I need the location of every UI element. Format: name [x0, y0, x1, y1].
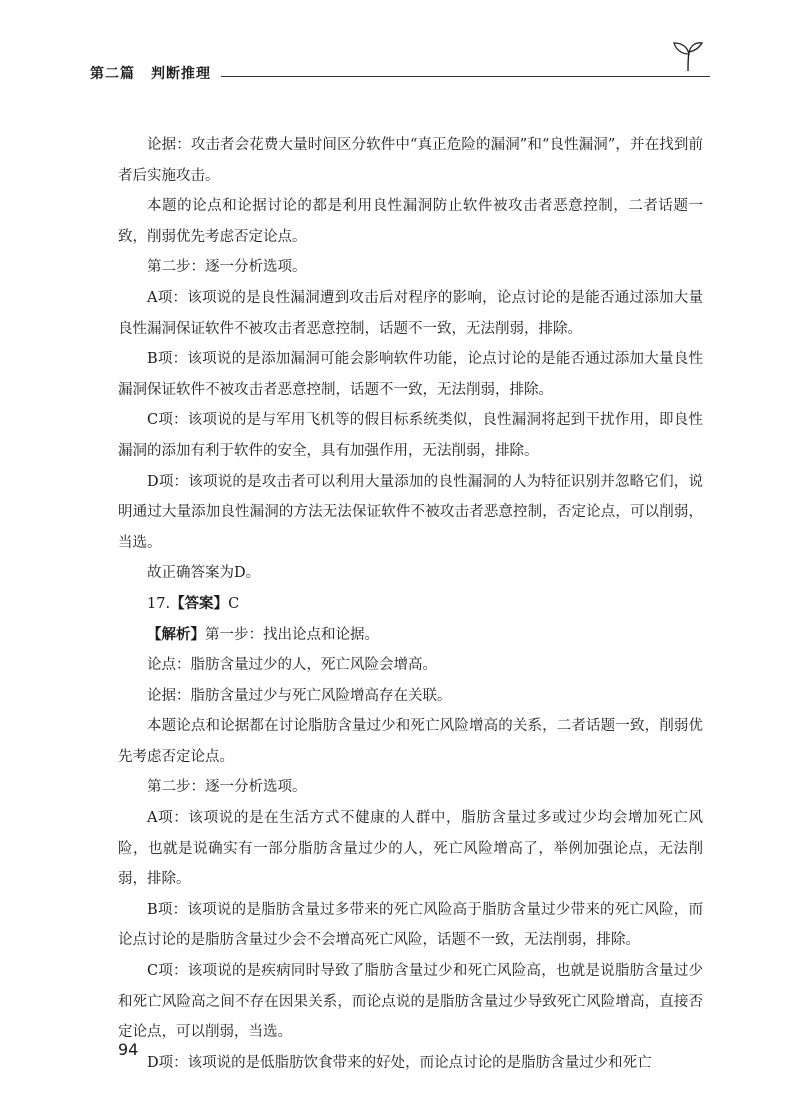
paragraph: 本题论点和论据都在讨论脂肪含量过少和死亡风险增高的关系，二者话题一致，削弱优先考虑否定论点。 — [118, 718, 703, 765]
paragraph: B项：该项说的是脂肪含量过多带来的死亡风险高于脂肪含量过少带来的死亡风险，而论点讨论的是脂肪含量过少会不会增高死亡风险，话题不一致，无法削弱，排除。 — [118, 901, 703, 949]
answer-value: C — [228, 595, 240, 612]
paragraph: 第二步：逐一分析选项。 — [147, 259, 307, 276]
sprout-icon — [668, 40, 708, 72]
paragraph: 本题的论点和论据讨论的都是利用良性漏洞防止软件被攻击者恶意控制，二者话题一致，削弱优先考虑否定论点。 — [118, 198, 703, 245]
answer-label: 【答案】 — [170, 594, 229, 612]
answer-line — [118, 589, 703, 620]
paragraph: 第二步：逐一分析选项。 — [147, 779, 307, 796]
paragraph: A项：该项说的是在生活方式不健康的人群中，脂肪含量过多或过少均会增加死亡风险，也就是说确实有一部分脂肪含量过少的人，死亡风险增高了，举例加强论点，无法削弱，排除。 — [118, 810, 703, 888]
page-number: 94 — [118, 1040, 139, 1059]
paragraph: 论点：脂肪含量过少的人，死亡风险会增高。 — [147, 657, 437, 674]
paragraph: 论据：脂肪含量过少与死亡风险增高存在关联。 — [147, 687, 452, 704]
analysis-label: 【解析】 — [147, 625, 205, 643]
page-body — [118, 130, 703, 1078]
paragraph: C项：该项说的是与军用飞机等的假目标系统类似，良性漏洞将起到干扰作用，即良性漏洞的添加有利于软件的安全，具有加强作用，无法削弱，排除。 — [118, 412, 703, 459]
header-rule — [221, 76, 710, 77]
paragraph: A项：该项说的是良性漏洞遭到攻击后对程序的影响，论点讨论的是能否通过添加大量良性漏洞保证软件不被攻击者恶意控制，话题不一致，无法削弱，排除。 — [118, 289, 703, 337]
analysis-text: 第一步：找出论点和论据。 — [205, 626, 379, 643]
paragraph: C项：该项说的是疾病同时导致了脂肪含量过少和死亡风险高，也就是说脂肪含量过少和死亡风险高之间不存在因果关系，而论点说的是脂肪含量过少导致死亡风险增高，直接否定论点，可以削弱，当选。 — [118, 963, 703, 1041]
header-section: 第二篇 — [90, 66, 135, 82]
paragraph: 故正确答案为D。 — [147, 565, 261, 582]
paragraph: D项：该项说的是低脂肪饮食带来的好处，而论点讨论的是脂肪含量过少和死亡 — [147, 1054, 652, 1071]
running-header — [90, 62, 710, 84]
paragraph: B项：该项说的是添加漏洞可能会影响软件功能，论点讨论的是能否通过添加大量良性漏洞保证软件不被攻击者恶意控制，话题不一致，无法削弱，排除。 — [118, 351, 703, 398]
answer-number: 17. — [147, 595, 171, 612]
paragraph: 论据：攻击者会花费大量时间区分软件中“真正危险的漏洞”和“良性漏洞”，并在找到前者后实施攻击。 — [118, 137, 703, 184]
paragraph: D项：该项说的是攻击者可以利用大量添加的良性漏洞的人为特征识别并忽略它们，说明通过大量添加良性漏洞的方法无法保证软件不被攻击者恶意控制，否定论点，可以削弱，当选。 — [118, 473, 703, 551]
header-title: 判断推理 — [151, 66, 211, 82]
analysis-line — [118, 620, 703, 651]
